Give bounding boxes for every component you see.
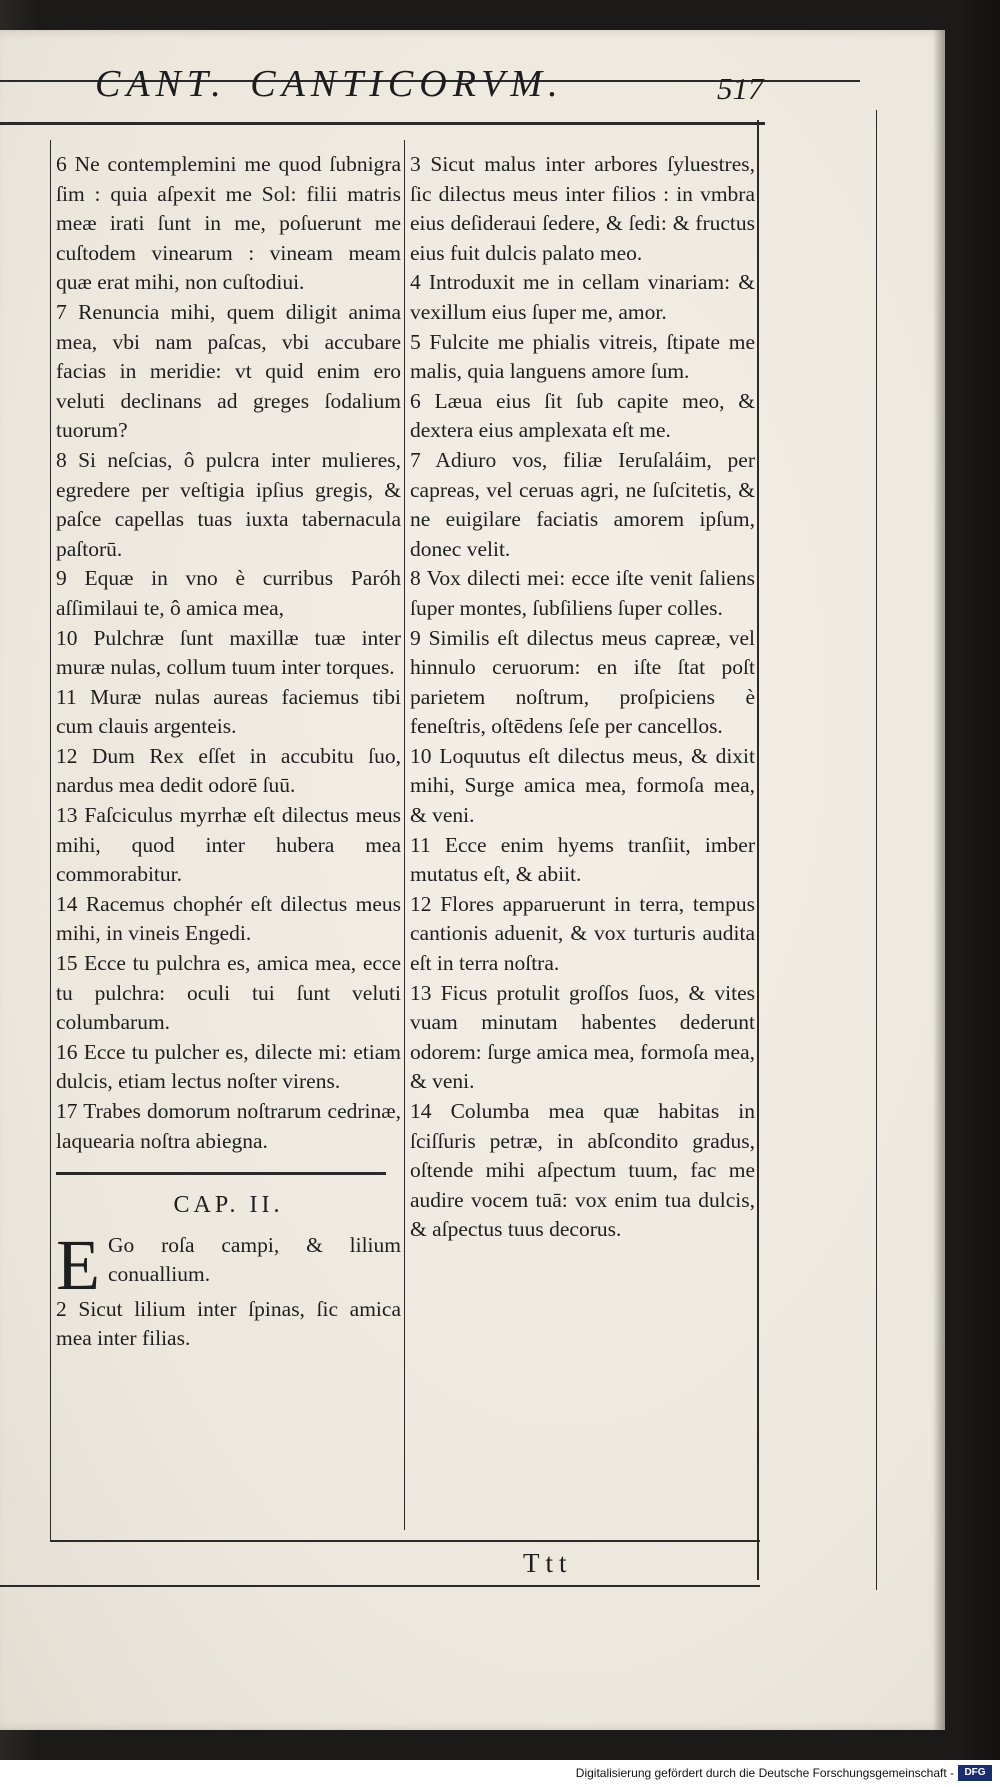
signature-mark: Ttt [523, 1548, 573, 1578]
verse: 2 Sicut lilium inter ſpinas, ſic amica mea inter filias. [56, 1296, 401, 1351]
footer-rule [0, 1585, 760, 1587]
verse: 11 Muræ nulas aureas faciemus tibi cum clauis argenteis. [56, 684, 401, 739]
verse: 9 Equæ in vno è curribus Paróh aſſimilaui te, ô amica mea, [56, 566, 401, 620]
verse: 5 Fulcite me phialis vitreis, ſtipate me malis, quia languens amore ſum. [410, 329, 755, 384]
verse: 11 Ecce enim hyems tranſiit, imber mutatus eſt, & abiit. [410, 832, 755, 887]
left-column [56, 150, 401, 1354]
drop-cap: E [56, 1224, 100, 1305]
digitization-footer [0, 1760, 1000, 1787]
page-number: 517 [717, 71, 764, 106]
verse: 14 Columba mea quæ habitas in ſciſſuris petræ, in abſcondito gradus, oſtende mihi aſpectum tuum, fac me audire vocem tuā: vox enim tua dulcis, & aſpectus tuus decorus. [410, 1099, 755, 1242]
verse: 10 Pulchræ ſunt maxillæ tuæ inter muræ nulas, collum tuum inter torques. [56, 625, 401, 680]
verse: 13 Ficus protulit groſſos ſuos, & vites vuam minutam habentes dederunt odorem: ſurge amica mea, formoſa mea, & veni. [410, 980, 755, 1094]
chapter-first-verse: Go roſa campi, & lilium conuallium. [107, 1232, 401, 1287]
verse: 13 Faſciculus myrrhæ eſt dilectus meus mihi, quod inter hubera mea commorabitur. [56, 803, 401, 887]
right-column [410, 150, 755, 1245]
chapter-divider [56, 1172, 386, 1175]
verse: 3 Sicut malus inter arbores ſyluestres, ſic dilectus meus inter filios : in vmbra eius deſideraui ſedere, & ſedi: & fructus eius fuit dulcis palato meo. [410, 152, 755, 265]
verse: 7 Adiuro vos, filiæ Ieruſaláim, per capreas, vel ceruas agri, ne ſuſcitetis, & ne euigilare faciatis amorem ipſum, donec velit. [410, 447, 755, 561]
header-rule [0, 122, 765, 125]
outer-right-rule [876, 110, 877, 1590]
verse: 7 Renuncia mihi, quem diligit anima mea, vbi nam paſcas, vbi accubare facias in meridie: vt quid enim ero veluti declinans ad greges ſodalium tuorum? [56, 299, 401, 443]
verse: 16 Ecce tu pulcher es, dilecte mi: etiam dulcis, etiam lectus noſter virens. [56, 1039, 401, 1094]
page-gutter-shadow [933, 30, 945, 1730]
verse: 10 Loquutus eſt dilectus meus, & dixit mihi, Surge amica mea, formoſa mea, & veni. [410, 743, 755, 828]
running-title: CANT. CANTICORVM. [95, 63, 564, 105]
verse: 6 Læua eius ſit ſub capite meo, & dextera eius amplexata eſt me. [410, 388, 755, 443]
verse: 15 Ecce tu pulchra es, amica mea, ecce tu pulchra: oculi tui ſunt veluti columbarum. [56, 951, 401, 1035]
chapter-body [56, 1224, 401, 1354]
column-divider [404, 140, 405, 1530]
left-column-rule [50, 140, 51, 1540]
right-column-rule [757, 120, 759, 1580]
digitization-note: Digitalisierung gefördert durch die Deutsche Forschungsgemeinschaft - [575, 1766, 954, 1780]
verse: 17 Trabes domorum noſtrarum cedrinæ, laquearia noſtra abiegna. [56, 1099, 401, 1153]
verse: 8 Si neſcias, ô pulcra inter mulieres, egredere per veſtigia ipſius gregis, & paſce capellas tuas iuxta tabernacula paſtorū. [56, 447, 401, 561]
verse: 8 Vox dilecti mei: ecce iſte venit ſaliens ſuper montes, ſubſiliens ſuper colles. [410, 566, 755, 620]
verse: 12 Flores apparuerunt in terra, tempus cantionis aduenit, & vox turturis audita eſt in terra noſtra. [410, 891, 755, 976]
chapter-heading: CAP. II. [173, 1192, 284, 1219]
verse: 12 Dum Rex eſſet in accubitu ſuo, nardus mea dedit odorē ſuū. [56, 743, 401, 798]
verse: 9 Similis eſt dilectus meus capreæ, vel hinnulo ceruorum: en iſte ſtat poſt parietem noſtrum, proſpiciens è feneſtris, oſtēdens ſeſe per cancellos. [410, 625, 755, 739]
verse: 4 Introduxit me in cellam vinariam: & vexillum eius ſuper me, amor. [410, 270, 755, 324]
verse: 6 Ne contemplemini me quod ſubnigra ſim : quia aſpexit me Sol: filii matris meæ irati ſunt in me, poſuerunt me cuſtodem vinearum : vineam meam quæ erat mihi, non cuſtodiui. [56, 152, 401, 295]
dfg-logo-icon: DFG [958, 1765, 992, 1781]
bottom-rule [50, 1540, 760, 1542]
verse: 14 Racemus chophér eſt dilectus meus mihi, in vineis Engedi. [56, 891, 401, 946]
